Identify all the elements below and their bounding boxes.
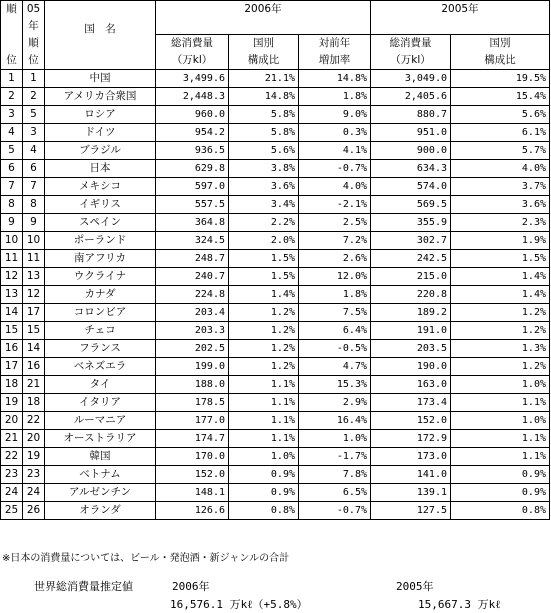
share-2005-cell: 1.2% [451,322,550,340]
table-row [1,502,550,520]
share-2005-cell: 3.6% [451,196,550,214]
total-2005-unit: （万kl） [371,52,451,70]
rank-cell: 18 [1,376,23,394]
total-2006-cell: 597.0 [156,178,229,196]
rank-cell: 3 [1,106,23,124]
growth-cell: 4.0% [299,178,371,196]
rank05-cell: 17 [23,304,45,322]
total-2006-cell: 2,448.3 [156,88,229,106]
total-2005-cell: 141.0 [371,466,451,484]
total-2006-cell: 224.8 [156,286,229,304]
growth-subheader: 増加率 [299,52,371,70]
share-2006-cell: 1.1% [229,394,299,412]
total-2006-cell: 177.0 [156,412,229,430]
country-cell: イギリス [45,196,156,214]
estimate-label: 世界総消費量推定値 [34,580,133,593]
country-cell: 中国 [45,70,156,88]
total-2006-cell: 960.0 [156,106,229,124]
rank05-cell: 26 [23,502,45,520]
share-2005-cell: 5.6% [451,106,550,124]
table-row [1,286,550,304]
share-2005-cell: 1.1% [451,394,550,412]
table-row [1,322,550,340]
total-2005-cell: 189.2 [371,304,451,322]
share-2006-cell: 1.4% [229,286,299,304]
country-cell: 韓国 [45,448,156,466]
share-2006-cell: 1.2% [229,322,299,340]
total-2005-cell: 302.7 [371,232,451,250]
rank05-cell: 5 [23,106,45,124]
rank05-cell: 19 [23,448,45,466]
country-cell: 南アフリカ [45,250,156,268]
total-2006-cell: 954.2 [156,124,229,142]
share-2005-subheader: 構成比 [451,52,550,70]
rank05-cell: 20 [23,430,45,448]
share-2006-cell: 1.5% [229,250,299,268]
rank05-header-char: 位 [28,54,39,66]
country-cell: ベトナム [45,466,156,484]
table-row [1,430,550,448]
table-header [1,1,550,70]
rank05-cell: 13 [23,268,45,286]
share-2006-cell: 0.8% [229,502,299,520]
share-2005-cell: 5.7% [451,142,550,160]
share-2005-cell: 1.1% [451,448,550,466]
growth-cell: 4.7% [299,358,371,376]
rank05-header-char: 年 [28,20,39,32]
rank-cell: 10 [1,232,23,250]
share-2006-cell: 2.2% [229,214,299,232]
total-2005-cell: 127.5 [371,502,451,520]
rank05-cell: 23 [23,466,45,484]
country-cell: 日本 [45,160,156,178]
country-cell: ブラジル [45,142,156,160]
share-2005-cell: 1.2% [451,304,550,322]
country-cell: ベネズエラ [45,358,156,376]
rank-cell: 1 [1,70,23,88]
table-row [1,160,550,178]
rank05-cell: 4 [23,142,45,160]
rank-header-char: 順 [6,3,17,15]
table-row [1,268,550,286]
share-2006-cell: 1.1% [229,412,299,430]
growth-cell: 7.2% [299,232,371,250]
total-2006-cell: 629.8 [156,160,229,178]
table-row [1,466,550,484]
country-cell: チェコ [45,322,156,340]
estimate-value-2006: 16,576.1 万kℓ（+5.8%） [170,598,308,611]
total-2005-cell: 172.9 [371,430,451,448]
table-row [1,250,550,268]
country-cell: フランス [45,340,156,358]
table-row [1,340,550,358]
country-cell: オランダ [45,502,156,520]
total-2006-cell: 148.1 [156,484,229,502]
share-2006-cell: 1.0% [229,448,299,466]
rank05-cell: 21 [23,376,45,394]
share-2005-cell: 1.9% [451,232,550,250]
growth-cell: -2.1% [299,196,371,214]
total-2005-cell: 163.0 [371,376,451,394]
rank05-cell: 10 [23,232,45,250]
rank-cell: 7 [1,178,23,196]
country-cell: イタリア [45,394,156,412]
country-cell: タイ [45,376,156,394]
growth-cell: -0.7% [299,502,371,520]
table-row [1,106,550,124]
growth-cell: 6.4% [299,322,371,340]
table-row [1,88,550,106]
total-2006-cell: 178.5 [156,394,229,412]
share-2005-cell: 1.1% [451,430,550,448]
total-2006-cell: 936.5 [156,142,229,160]
share-2005-cell: 1.2% [451,358,550,376]
total-2006-cell: 170.0 [156,448,229,466]
country-cell: コロンビア [45,304,156,322]
year-2005-header: 2005年 [371,1,550,35]
rank-cell: 11 [1,250,23,268]
share-2005-cell: 1.5% [451,250,550,268]
country-cell: メキシコ [45,178,156,196]
table-row [1,178,550,196]
total-2006-cell: 152.0 [156,466,229,484]
country-cell: スペイン [45,214,156,232]
rank-cell: 21 [1,430,23,448]
country-cell: ポーランド [45,232,156,250]
total-2005-cell: 3,049.0 [371,70,451,88]
share-2005-cell: 1.0% [451,412,550,430]
share-2006-header: 国別 [229,35,299,53]
table-row [1,376,550,394]
total-2005-cell: 880.7 [371,106,451,124]
total-2006-cell: 199.0 [156,358,229,376]
total-2006-cell: 324.5 [156,232,229,250]
rank05-cell: 15 [23,322,45,340]
growth-cell: 1.8% [299,286,371,304]
growth-cell: 4.1% [299,142,371,160]
total-2006-unit: （万kl） [156,52,229,70]
share-2006-cell: 21.1% [229,70,299,88]
total-2005-header: 総消費量 [371,35,451,53]
rank-cell: 24 [1,484,23,502]
rank05-header [23,1,45,70]
rank-cell: 2 [1,88,23,106]
rank05-cell: 7 [23,178,45,196]
share-2006-cell: 1.1% [229,430,299,448]
rank05-cell: 8 [23,196,45,214]
total-2005-cell: 191.0 [371,322,451,340]
total-2006-cell: 203.3 [156,322,229,340]
rank05-cell: 14 [23,340,45,358]
country-header: 国 名 [45,1,156,70]
total-2005-cell: 203.5 [371,340,451,358]
country-cell: ロシア [45,106,156,124]
share-2005-header: 国別 [451,35,550,53]
total-2005-cell: 173.0 [371,448,451,466]
growth-cell: -0.7% [299,160,371,178]
growth-cell: 2.5% [299,214,371,232]
country-cell: カナダ [45,286,156,304]
growth-cell: 7.5% [299,304,371,322]
table-row [1,484,550,502]
growth-cell: 7.8% [299,466,371,484]
rank-cell: 13 [1,286,23,304]
share-2006-cell: 1.5% [229,268,299,286]
total-2006-cell: 126.6 [156,502,229,520]
total-2006-cell: 174.7 [156,430,229,448]
country-cell: アルゼンチン [45,484,156,502]
table-row [1,412,550,430]
total-2005-cell: 900.0 [371,142,451,160]
growth-cell: 9.0% [299,106,371,124]
table-row [1,448,550,466]
share-2006-cell: 1.2% [229,358,299,376]
rank05-cell: 3 [23,124,45,142]
rank05-cell: 11 [23,250,45,268]
table-row [1,214,550,232]
share-2006-cell: 14.8% [229,88,299,106]
total-2006-header: 総消費量 [156,35,229,53]
total-2005-cell: 215.0 [371,268,451,286]
country-cell: アメリカ合衆国 [45,88,156,106]
total-2005-cell: 190.0 [371,358,451,376]
share-2006-cell: 5.8% [229,124,299,142]
table-row [1,304,550,322]
table-row [1,142,550,160]
growth-cell: 0.3% [299,124,371,142]
rank05-cell: 9 [23,214,45,232]
growth-header: 対前年 [299,35,371,53]
total-2006-cell: 364.8 [156,214,229,232]
rank-cell: 14 [1,304,23,322]
total-2006-cell: 248.7 [156,250,229,268]
rank-cell: 17 [1,358,23,376]
rank-cell: 9 [1,214,23,232]
estimate-value-2005: 15,667.3 万kℓ [418,598,501,611]
footnote: ※日本の消費量については、ビール・発泡酒・新ジャンルの合計 [2,553,290,564]
table-body [1,70,550,520]
share-2005-cell: 1.4% [451,286,550,304]
rank-cell: 22 [1,448,23,466]
year-2006-header: 2006年 [156,1,371,35]
share-2006-cell: 3.8% [229,160,299,178]
growth-cell: 2.6% [299,250,371,268]
share-2005-cell: 4.0% [451,160,550,178]
rank05-cell: 6 [23,160,45,178]
growth-cell: 15.3% [299,376,371,394]
table-row [1,394,550,412]
rank05-cell: 24 [23,484,45,502]
share-2006-cell: 1.2% [229,340,299,358]
rank-cell: 23 [1,466,23,484]
share-2006-cell: 1.2% [229,304,299,322]
estimate-year-2005: 2005年 [396,580,434,593]
share-2006-cell: 3.6% [229,178,299,196]
total-2005-cell: 355.9 [371,214,451,232]
rank-cell: 25 [1,502,23,520]
share-2005-cell: 1.3% [451,340,550,358]
total-2005-cell: 569.5 [371,196,451,214]
total-2005-cell: 220.8 [371,286,451,304]
total-2005-cell: 634.3 [371,160,451,178]
country-cell: ドイツ [45,124,156,142]
share-2005-cell: 15.4% [451,88,550,106]
rank-header [1,1,23,70]
rank05-header-char: 順 [28,37,39,49]
growth-cell: 6.5% [299,484,371,502]
share-2005-cell: 0.8% [451,502,550,520]
share-2005-cell: 1.0% [451,376,550,394]
rank-cell: 8 [1,196,23,214]
share-2005-cell: 2.3% [451,214,550,232]
total-2005-cell: 2,405.6 [371,88,451,106]
share-2005-cell: 19.5% [451,70,550,88]
table-row [1,358,550,376]
rank-cell: 5 [1,142,23,160]
rank05-cell: 12 [23,286,45,304]
rank-cell: 15 [1,322,23,340]
rank-cell: 19 [1,394,23,412]
rank05-cell: 18 [23,394,45,412]
share-2006-cell: 0.9% [229,466,299,484]
growth-cell: 14.8% [299,70,371,88]
total-2006-cell: 202.5 [156,340,229,358]
total-2006-cell: 188.0 [156,376,229,394]
table-row [1,196,550,214]
rank-cell: 6 [1,160,23,178]
share-2006-cell: 0.9% [229,484,299,502]
total-2006-cell: 3,499.6 [156,70,229,88]
growth-cell: 1.0% [299,430,371,448]
total-2005-cell: 574.0 [371,178,451,196]
estimate-year-2006: 2006年 [172,580,210,593]
total-2005-cell: 951.0 [371,124,451,142]
growth-cell: 16.4% [299,412,371,430]
share-2006-cell: 3.4% [229,196,299,214]
share-2006-cell: 1.1% [229,376,299,394]
total-2005-cell: 242.5 [371,250,451,268]
share-2005-cell: 3.7% [451,178,550,196]
country-cell: ルーマニア [45,412,156,430]
total-2005-cell: 152.0 [371,412,451,430]
country-cell: オーストラリア [45,430,156,448]
share-2006-cell: 5.8% [229,106,299,124]
rank-cell: 4 [1,124,23,142]
country-cell: ウクライナ [45,268,156,286]
rank-cell: 20 [1,412,23,430]
share-2005-cell: 1.4% [451,268,550,286]
growth-cell: -1.7% [299,448,371,466]
total-2006-cell: 203.4 [156,304,229,322]
share-2006-cell: 2.0% [229,232,299,250]
table-row [1,232,550,250]
total-2005-cell: 139.1 [371,484,451,502]
share-2005-cell: 0.9% [451,484,550,502]
growth-cell: -0.5% [299,340,371,358]
rank05-cell: 2 [23,88,45,106]
share-2005-cell: 6.1% [451,124,550,142]
growth-cell: 2.9% [299,394,371,412]
rank05-cell: 1 [23,70,45,88]
rank-cell: 16 [1,340,23,358]
rank05-cell: 16 [23,358,45,376]
total-2005-cell: 173.4 [371,394,451,412]
total-2006-cell: 557.5 [156,196,229,214]
share-2006-cell: 5.6% [229,142,299,160]
rank05-cell: 22 [23,412,45,430]
growth-cell: 12.0% [299,268,371,286]
total-2006-cell: 240.7 [156,268,229,286]
rank-header-char: 位 [6,54,17,66]
rank05-header-char: 05 [26,3,41,15]
growth-cell: 1.8% [299,88,371,106]
share-2006-subheader: 構成比 [229,52,299,70]
table-row [1,124,550,142]
rank-cell: 12 [1,268,23,286]
table-row [1,70,550,88]
share-2005-cell: 0.9% [451,466,550,484]
